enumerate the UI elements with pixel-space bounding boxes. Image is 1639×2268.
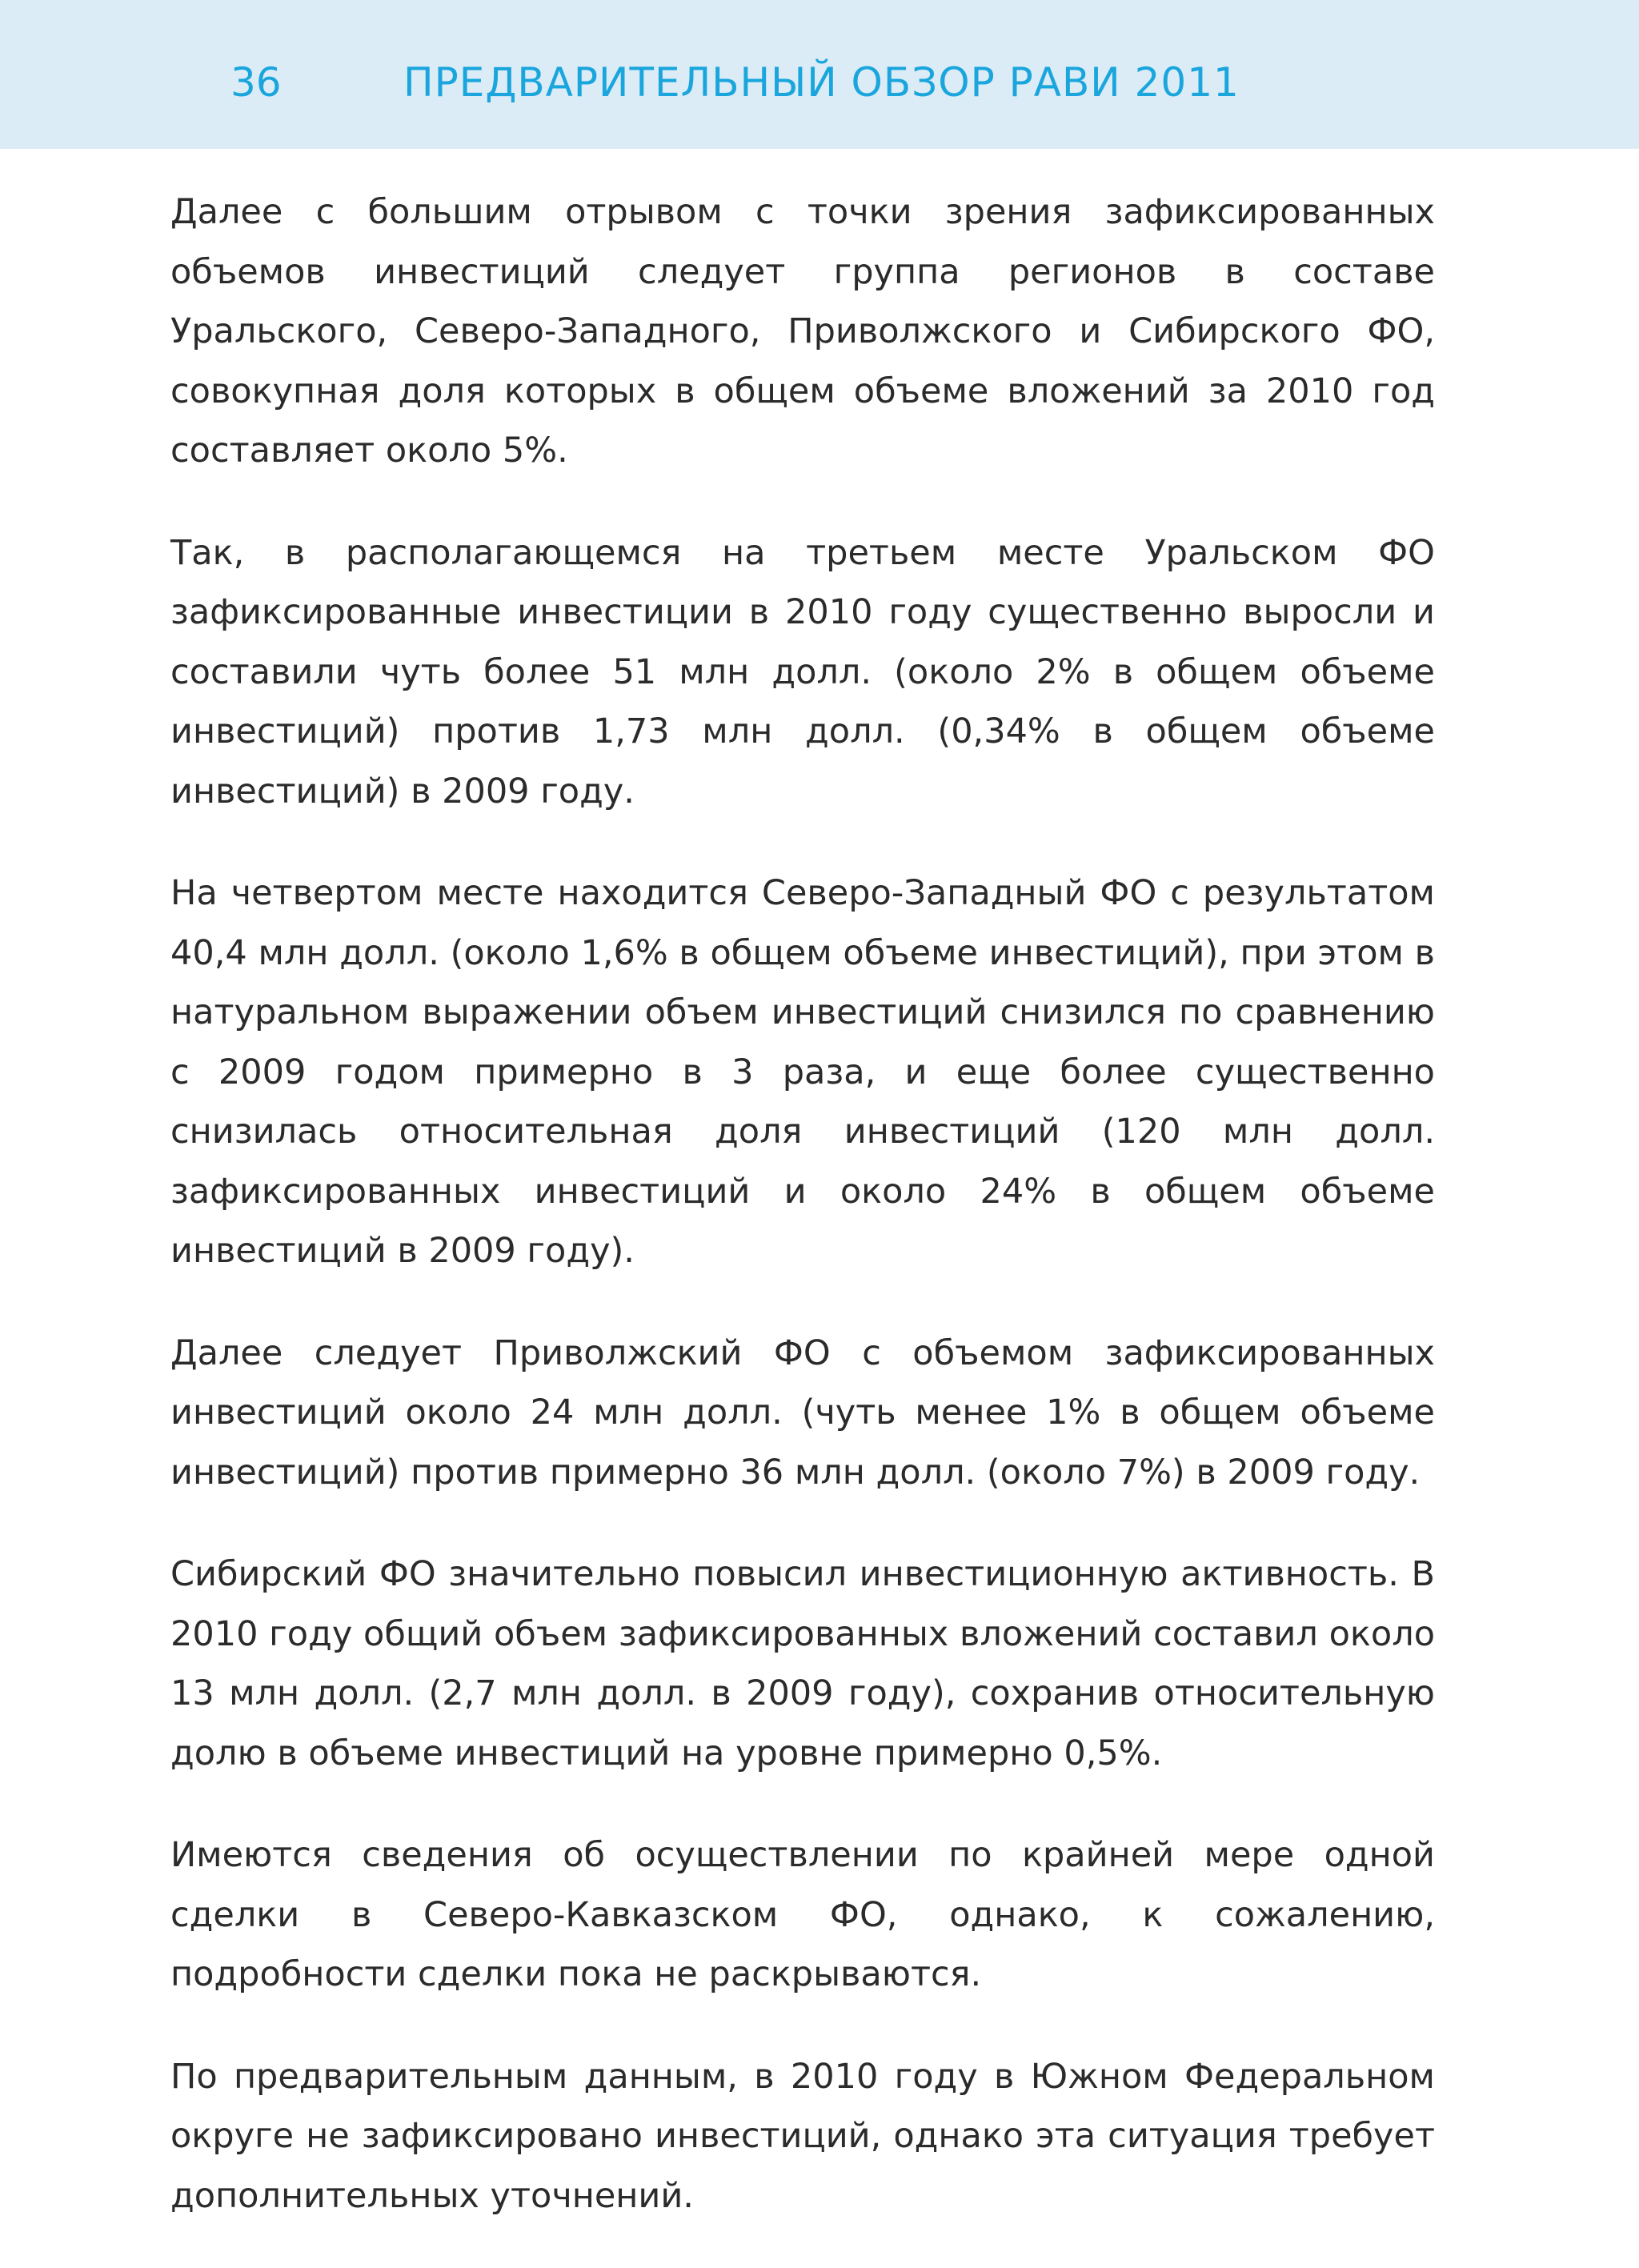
paragraph: Так, в располагающемся на третьем месте Уральском ФО зафиксированные инвестиции в 2010 году существенно выросли и составили чуть более 51 млн долл. (около 2% в общем объеме инвестиций) против 1,73 млн долл. (0,34% в общем объеме инвестиций) в 2009 году. <box>170 532 1435 811</box>
page-header-band <box>0 0 1639 149</box>
paragraph: Далее с большим отрывом с точки зрения зафиксированных объемов инвестиций следует группа регионов в составе Уральского, Северо-Западного, Приволжского и Сибирского ФО, совокупная доля которых в общем объеме вложений за 2010 год составляет около 5%. <box>170 192 1435 471</box>
paragraph: По предварительным данным, в 2010 году в Южном Федеральном округе не зафиксировано инвестиций, однако эта ситуация требует дополнительных уточнений. <box>170 2056 1435 2216</box>
paragraph: Сибирский ФО значительно повысил инвестиционную активность. В 2010 году общий объем зафиксированных вложений составил около 13 млн долл. (2,7 млн долл. в 2009 году), сохранив относительную долю в объеме инвестиций на уровне примерно 0,5%. <box>170 1554 1435 1773</box>
page-number: 36 <box>230 59 282 106</box>
paragraph: На четвертом месте находится Северо-Западный ФО с результатом 40,4 млн долл. (около 1,6% в общем объеме инвестиций), при этом в натуральном выражении объем инвестиций снизился по сравнению с 2009 годом примерно в 3 раза, и еще более существенно снизилась относительная доля инвестиций (120 млн долл. зафиксированных инвестиций и около 24% в общем объеме инвестиций в 2009 году). <box>170 873 1435 1271</box>
running-title: ПРЕДВАРИТЕЛЬНЫЙ ОБЗОР РАВИ 2011 <box>403 59 1240 106</box>
body-text <box>170 182 1435 2268</box>
paragraph: Далее следует Приволжский ФО с объемом зафиксированных инвестиций около 24 млн долл. (чуть менее 1% в общем объеме инвестиций) против примерно 36 млн долл. (около 7%) в 2009 году. <box>170 1332 1435 1493</box>
paragraph: Имеются сведения об осуществлении по крайней мере одной сделки в Северо-Кавказском ФО, однако, к сожалению, подробности сделки пока не раскрываются. <box>170 1835 1435 1994</box>
